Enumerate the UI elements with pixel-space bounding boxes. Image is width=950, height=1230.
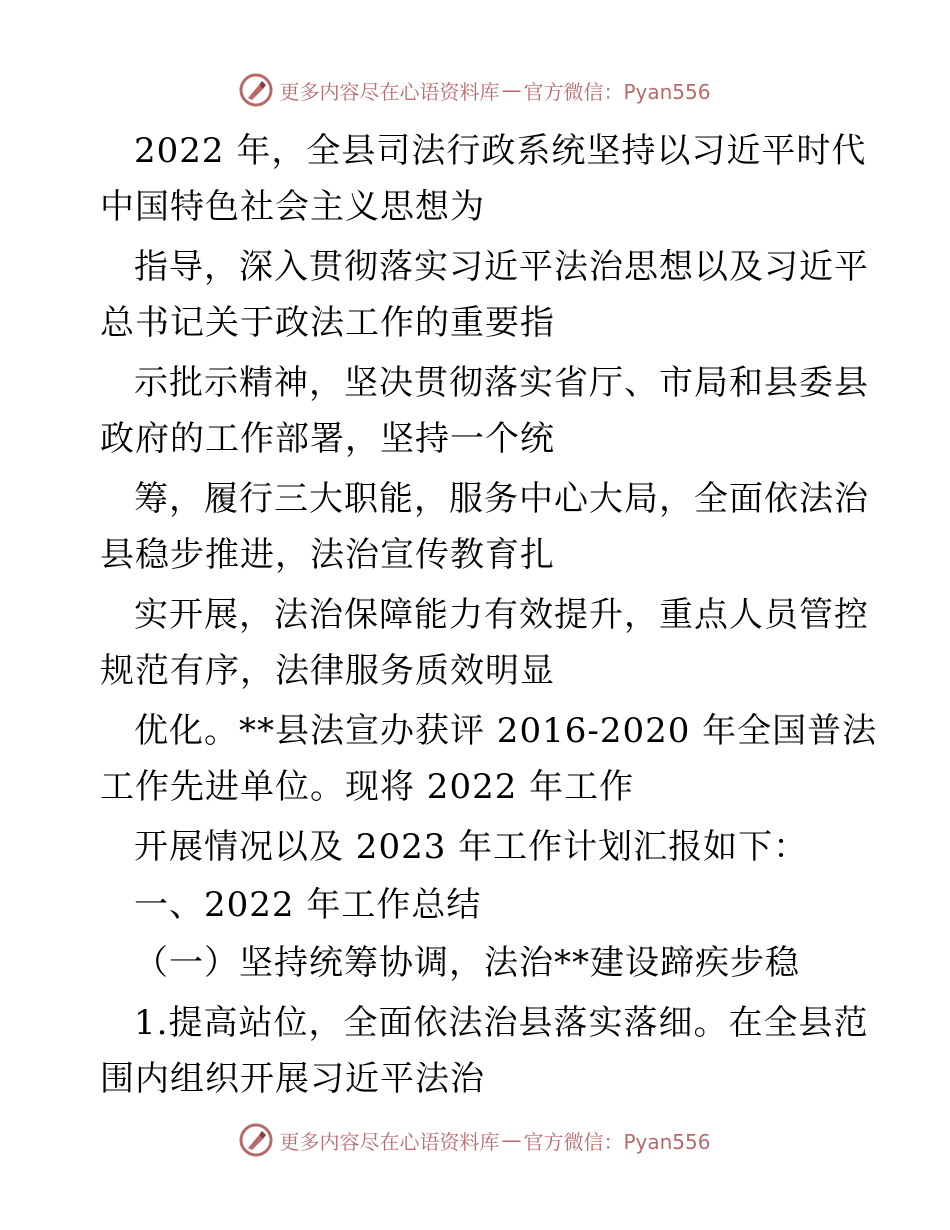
footer-separator: — bbox=[501, 1128, 522, 1152]
pen-nib-logo-icon bbox=[239, 1123, 273, 1157]
paragraph-line-13: 开展情况以及 2023 年工作计划汇报如下： bbox=[134, 827, 809, 867]
paragraph-line-9: 实开展，法治保障能力有效提升，重点人员管控 bbox=[134, 595, 869, 635]
paragraph-line-4: 总书记关于政法工作的重要指 bbox=[100, 303, 555, 343]
paragraph-line-6: 政府的工作部署，坚持一个统 bbox=[100, 419, 555, 459]
header-wechat-text: 官方微信：Pyan556 bbox=[523, 79, 711, 104]
footer-banner bbox=[0, 1120, 950, 1160]
paragraph-line-3: 指导，深入贯彻落实习近平法治思想以及习近平 bbox=[134, 247, 869, 287]
header-brand-text: 更多内容尽在心语资料库 bbox=[279, 79, 500, 104]
paragraph-line-11: 优化。**县法宣办获评 2016-2020 年全国普法 bbox=[134, 711, 878, 751]
footer-brand-text: 更多内容尽在心语资料库 bbox=[279, 1129, 500, 1154]
paragraph-line-12: 工作先进单位。现将 2022 年工作 bbox=[100, 767, 635, 807]
paragraph-line-10: 规范有序，法律服务质效明显 bbox=[100, 651, 555, 691]
paragraph-line-5: 示批示精神，坚决贯彻落实省厅、市局和县委县 bbox=[134, 363, 869, 403]
paragraph-line-8: 县稳步推进，法治宣传教育扎 bbox=[100, 535, 555, 575]
subsection-heading: （一）坚持统筹协调，法治**建设蹄疾步稳 bbox=[134, 943, 800, 983]
footer-wechat-text: 官方微信：Pyan556 bbox=[523, 1129, 711, 1154]
paragraph-line-17: 围内组织开展习近平法治 bbox=[100, 1059, 485, 1099]
paragraph-line-2: 中国特色社会主义思想为 bbox=[100, 187, 485, 227]
paragraph-line-16: 1.提高站位，全面依法治县落实落细。在全县范 bbox=[134, 1003, 869, 1043]
paragraph-line-1: 2022 年，全县司法行政系统坚持以习近平时代 bbox=[134, 131, 867, 171]
section-heading: 一、2022 年工作总结 bbox=[134, 885, 482, 925]
header-separator: — bbox=[501, 78, 522, 102]
paragraph-line-7: 筹，履行三大职能，服务中心大局，全面依法治 bbox=[134, 479, 869, 519]
